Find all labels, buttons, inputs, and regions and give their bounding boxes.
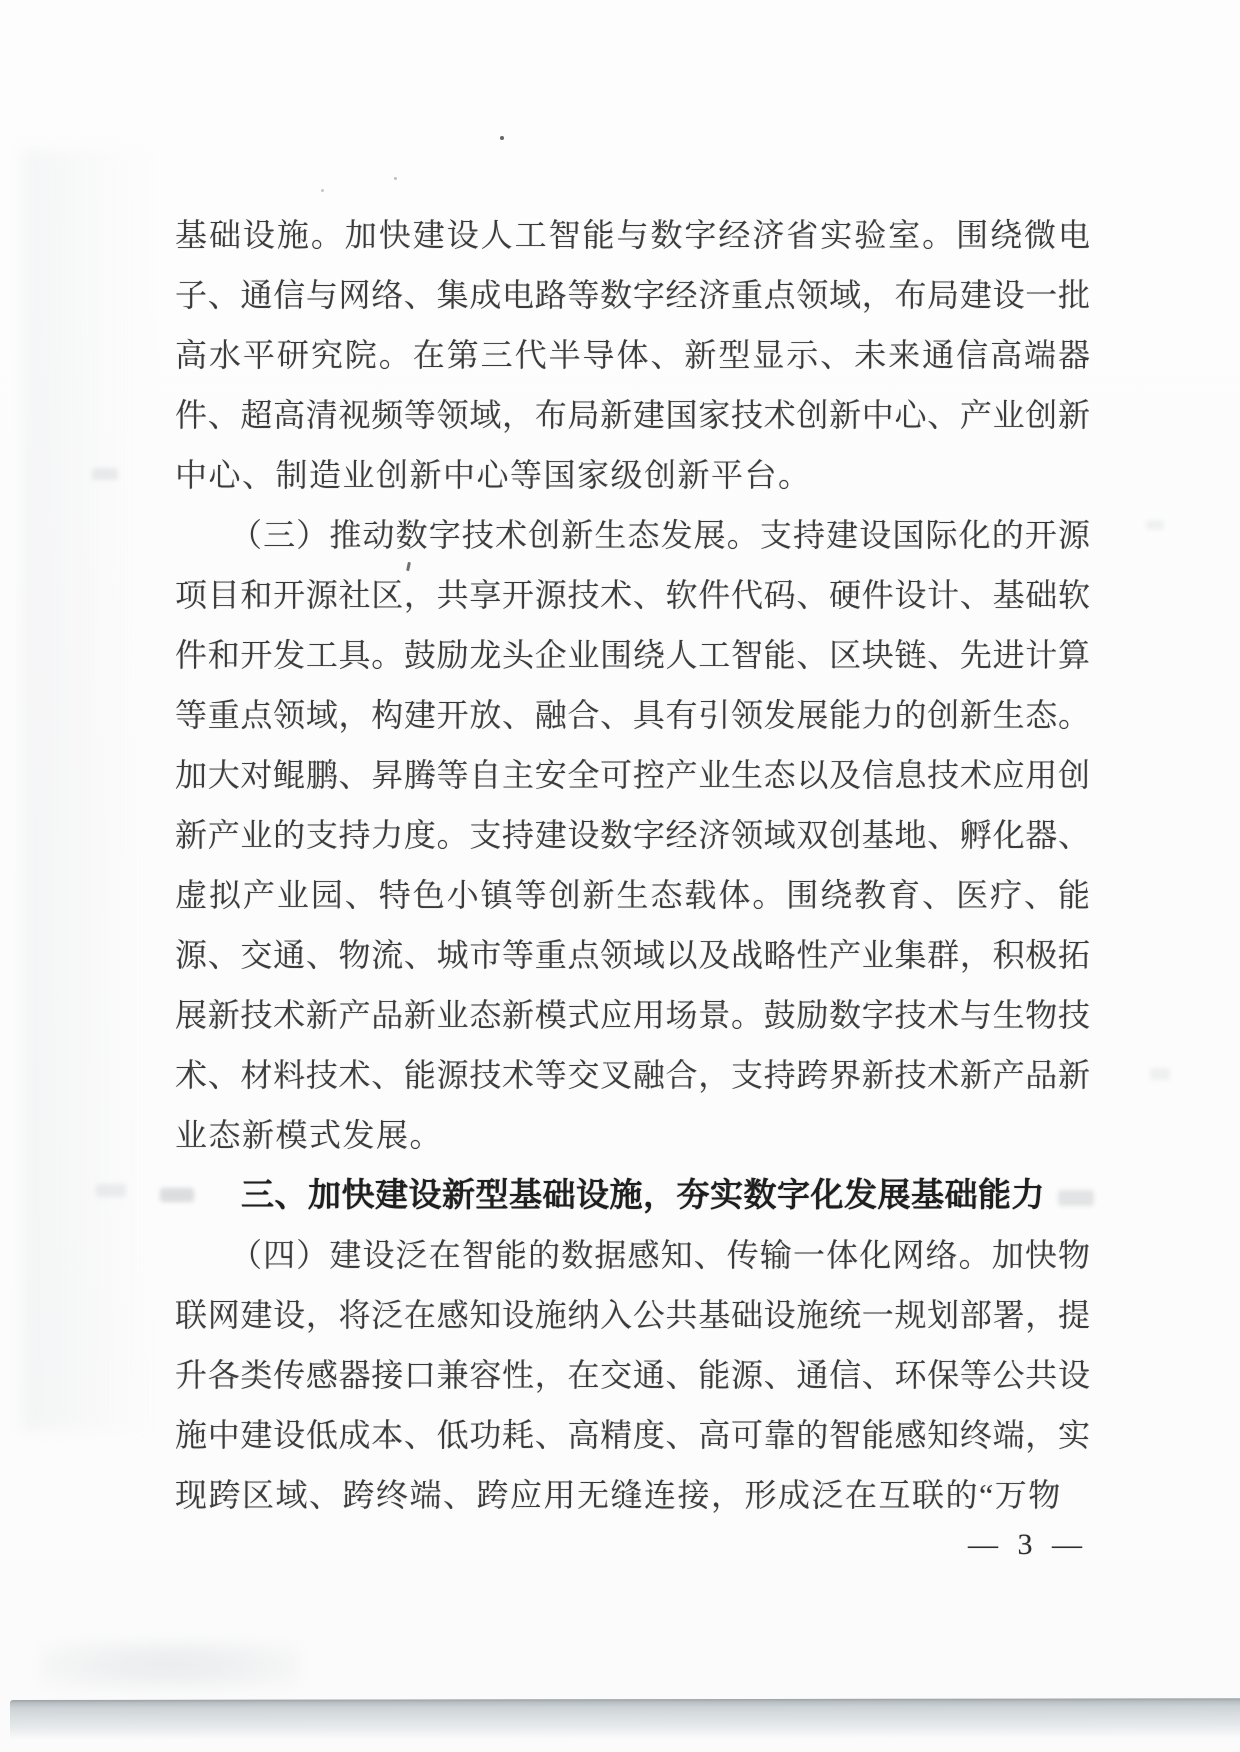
scan-shadow-bar — [10, 1698, 1240, 1740]
text-line: 子、通信与网络、集成电路等数字经济重点领域，布局建设一批 — [175, 277, 1090, 313]
text-line: 施中建设低成本、低功耗、高精度、高可靠的智能感知终端，实 — [175, 1417, 1090, 1453]
scan-speck — [394, 177, 397, 180]
section-heading: 三、加快建设新型基础设施，夯实数字化发展基础能力 — [241, 1176, 1045, 1213]
scan-left-wash — [22, 150, 152, 1430]
text-line: 源、交通、物流、城市等重点领域以及战略性产业集群，积极拓 — [175, 937, 1090, 973]
page-number: — 3 — — [968, 1528, 1088, 1561]
text-line: 联网建设，将泛在感知设施纳入公共基础设施统一规划部署，提 — [175, 1297, 1090, 1333]
text-line: 项目和开源社区，共享开源技术、软件代码、硬件设计、基础软 — [175, 577, 1090, 613]
scan-corner-smudge — [40, 1640, 300, 1690]
text-line: 现跨区域、跨终端、跨应用无缝连接，形成泛在互联的“万物 — [175, 1477, 1062, 1513]
text-line: 新产业的支持力度。支持建设数字经济领域双创基地、孵化器、 — [175, 817, 1090, 853]
document-body — [175, 205, 1090, 1525]
text-line: 业态新模式发展。 — [175, 1117, 444, 1153]
text-line: （三）推动数字技术创新生态发展。支持建设国际化的开源 — [230, 517, 1090, 553]
scan-speck — [500, 136, 504, 140]
text-line: 等重点领域，构建开放、融合、具有引领发展能力的创新生态。 — [175, 697, 1090, 733]
scan-bleed-smudge — [1150, 1068, 1170, 1080]
scan-bleed-smudge — [1146, 520, 1164, 530]
text-line: 加大对鲲鹏、昇腾等自主安全可控产业生态以及信息技术应用创 — [175, 757, 1090, 793]
scan-bleed-smudge — [96, 1184, 126, 1197]
text-line: 中心、制造业创新中心等国家级创新平台。 — [175, 457, 812, 493]
text-line: 虚拟产业园、特色小镇等创新生态载体。围绕教育、医疗、能 — [175, 877, 1090, 913]
text-line: （四）建设泛在智能的数据感知、传输一体化网络。加快物 — [230, 1237, 1090, 1273]
text-line: 件、超高清视频等领域，布局新建国家技术创新中心、产业创新 — [175, 397, 1090, 433]
text-line: 术、材料技术、能源技术等交叉融合，支持跨界新技术新产品新 — [175, 1057, 1090, 1093]
scan-speck — [321, 189, 324, 192]
scan-bleed-smudge — [92, 468, 118, 480]
text-line: 件和开发工具。鼓励龙头企业围绕人工智能、区块链、先进计算 — [175, 637, 1090, 673]
text-line: 升各类传感器接口兼容性，在交通、能源、通信、环保等公共设 — [175, 1357, 1090, 1393]
text-line: 高水平研究院。在第三代半导体、新型显示、未来通信高端器 — [175, 337, 1090, 373]
text-line: 展新技术新产品新业态新模式应用场景。鼓励数字技术与生物技 — [175, 997, 1090, 1033]
text-line: 基础设施。加快建设人工智能与数字经济省实验室。围绕微电 — [175, 217, 1090, 253]
